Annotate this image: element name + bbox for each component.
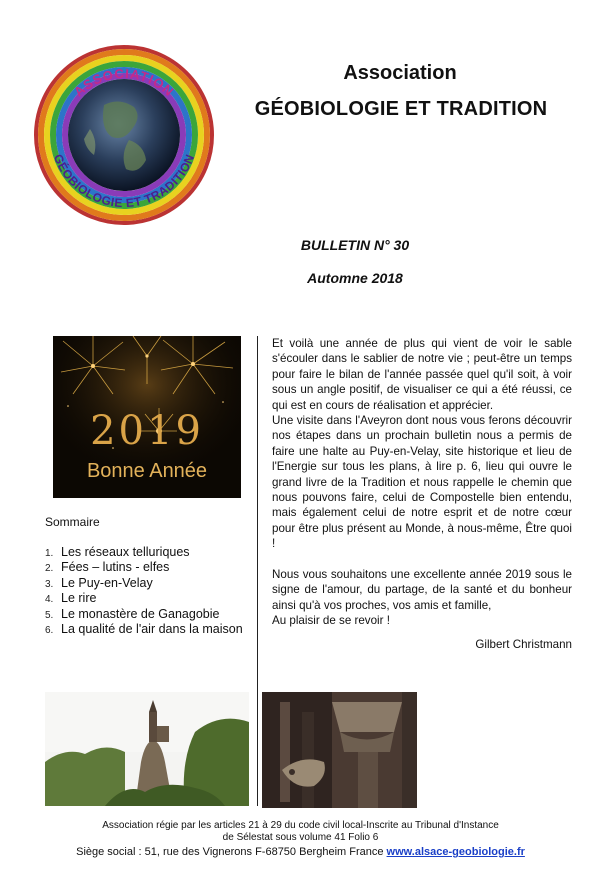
new-year-greeting-image xyxy=(53,336,241,498)
article-paragraph-3: Nous vous souhaitons une excellente année 2019 sous le signe de l'amour, du partage, de la santé et du bonheur ainsi qu'à vos proches, vos amis et famille, xyxy=(272,568,572,612)
sommaire-item-number: 5. xyxy=(45,609,54,621)
header-association: Association xyxy=(343,62,457,84)
greeting-year: 2019 xyxy=(90,408,204,454)
sommaire-item-label: Fées – lutins - elfes xyxy=(61,560,170,575)
chapel-rock-icon xyxy=(45,692,249,806)
sommaire-item xyxy=(45,576,243,591)
article-paragraph-4: Au plaisir de se revoir ! xyxy=(272,614,390,628)
bulletin-number: BULLETIN N° 30 xyxy=(300,237,410,253)
sommaire-item-number: 1. xyxy=(45,548,54,559)
sommaire-list xyxy=(45,545,243,637)
footer-legal-line1: Association régie par les articles 21 à 29 du code civil local-Inscrite au Tribunal d'Instance xyxy=(102,820,499,831)
sommaire-item-label: La qualité de l'air dans la maison xyxy=(61,621,243,636)
sommaire-item xyxy=(45,545,243,560)
editorial-article xyxy=(272,336,572,652)
sommaire-item-number: 3. xyxy=(45,578,54,590)
globe-logo-icon xyxy=(34,45,214,225)
footer-address: Siège social : 51, rue des Vignerons F-68750 Bergheim France xyxy=(76,846,384,858)
article-paragraph-1: Et voilà une année de plus qui vient de voir le sable s'écouler dans le sablier de notre vie ; peut-être un temps pour faire le bilan de l'année passée quel qu'il soit, à voir sous un angle positif, de visualiser ce qui a été réussi, ce qui est en cours de réalisation et apprécier. xyxy=(272,337,572,412)
sommaire-item-label: Le rire xyxy=(61,591,97,606)
footer-address-line xyxy=(30,846,571,858)
footer-legal-line2: de Sélestat sous volume 41 Folio 6 xyxy=(222,832,379,843)
logo-ring-bottom-text: GÉOBIOLOGIE ET TRADITION xyxy=(50,152,198,211)
sommaire-item xyxy=(45,607,243,622)
association-logo xyxy=(34,45,214,225)
sommaire-item xyxy=(45,560,243,575)
bulletin-season: Automne 2018 xyxy=(307,270,403,286)
column-divider xyxy=(257,336,258,806)
sommaire-item-label: Le monastère de Ganagobie xyxy=(61,606,220,621)
puy-en-velay-photo xyxy=(45,692,249,806)
website-link[interactable]: www.alsace-geobiologie.fr xyxy=(386,846,525,858)
footer xyxy=(30,820,571,858)
gargoyle-icon xyxy=(262,692,417,808)
sommaire-item-number: 4. xyxy=(45,594,54,606)
sommaire-item xyxy=(45,622,243,637)
article-signature: Gilbert Christmann xyxy=(475,637,572,651)
article-paragraph-2: Une visite dans l'Aveyron dont nous vous ferons découvrir nos étapes dans un prochain bulletin nous a permis de faire une halte au Puy-en-Velay, site historique et lieu de l'Energie sur tous les plans, à lire p. 6, lieu qui ouvre le grand livre de la Tradition et nous rappelle le chemin que nous pouvons faire, celui de Compostelle bien entendu, mais également celui de notre esprit et de notre cœur pour être plus présent au Monde, à nous-même, Être quoi ! xyxy=(272,414,572,551)
sommaire-item-label: Les réseaux telluriques xyxy=(61,545,190,559)
header-title: GÉOBIOLOGIE ET TRADITION xyxy=(254,98,548,120)
sommaire-item-number: 6. xyxy=(45,624,54,636)
capital-gargoyle-photo xyxy=(262,692,417,808)
sommaire-item-label: Le Puy-en-Velay xyxy=(61,575,153,590)
sommaire-item xyxy=(45,591,243,606)
logo-ring-top-text: ASSOCIATION xyxy=(70,65,178,100)
sommaire-item-number: 2. xyxy=(45,563,54,575)
sommaire-title: Sommaire xyxy=(45,515,100,529)
greeting-text: Bonne Année xyxy=(86,460,208,482)
